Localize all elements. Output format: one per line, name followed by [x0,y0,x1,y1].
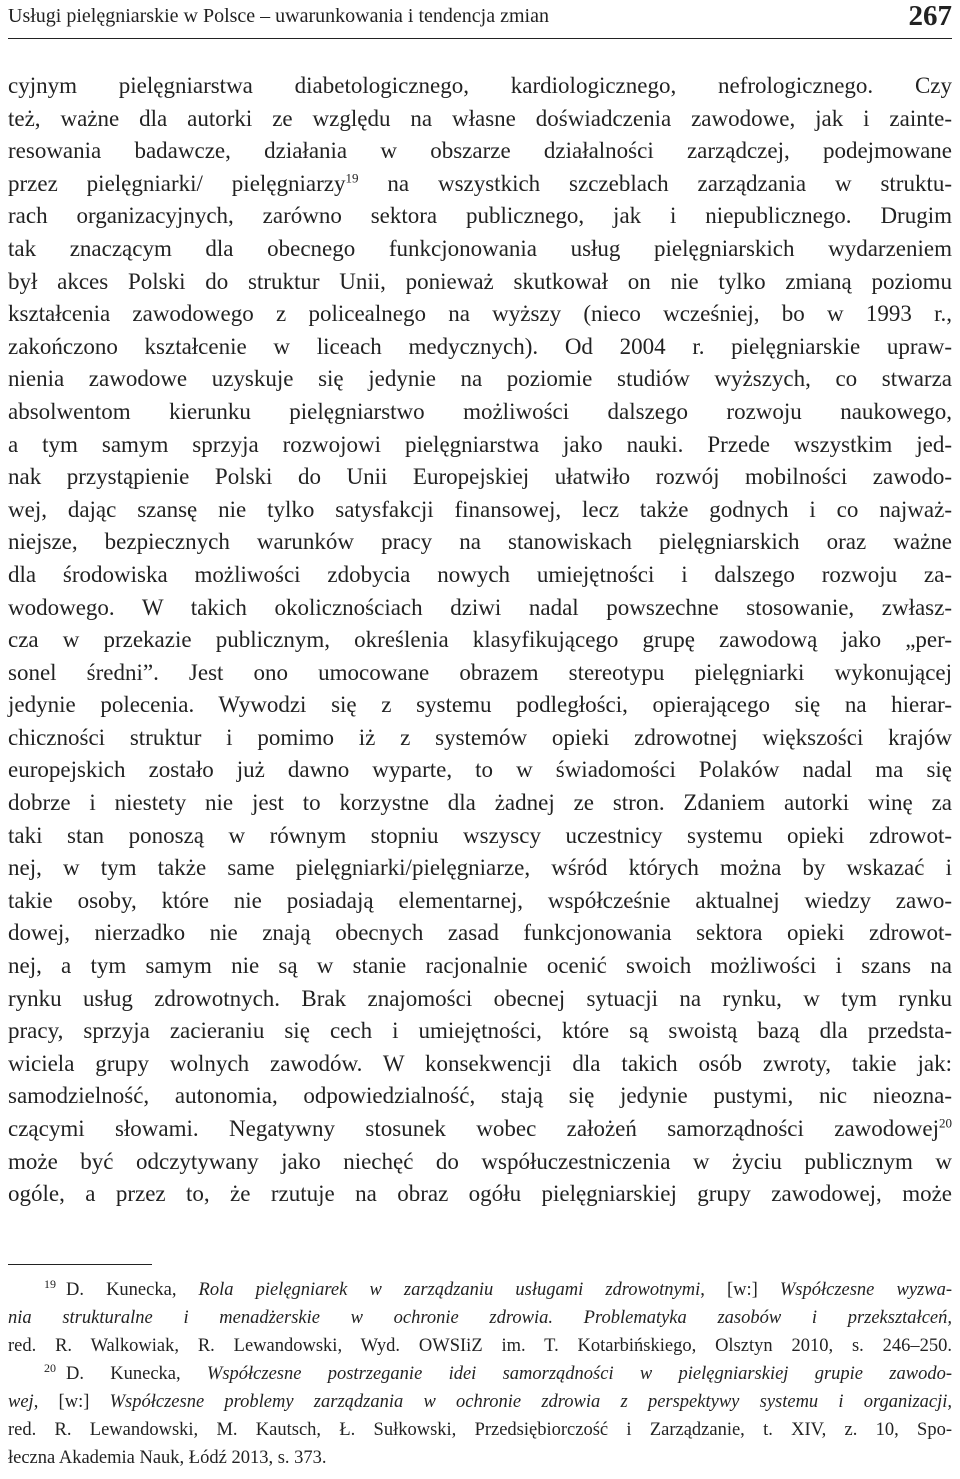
text-line: ogóle, a przez to, że rzutuje na obraz ogółu pielęgniarskiej grupy zawodowej, może [8,1181,952,1207]
text-line: zakończono kształcenie w liceach medycznych). Od 2004 r. pielęgniarskie upraw- [8,333,952,359]
text-line [8,168,952,201]
text-line: chiczności struktur i pomimo iż z systemów opieki zdrowotnej większości krajów [8,724,952,750]
text-line: wej, dając szansę nie tylko satysfakcji finansowej, lecz także godnych i co najważ- [8,496,952,522]
text-line: kształcenia zawodowego z policealnego na wyższy (nieco wcześniej, bo w 1993 r., [8,301,952,327]
text-line: takie osoby, które nie posiadają elementarnej, współcześnie aktualnej wiedzy zawo- [8,887,952,913]
text-line: sonel średni”. Jest ono umocowane obrazem stereotypu pielęgniarki wykonującej [8,659,952,685]
text-line: europejskich zostało już dawno wyparte, to w świadomości Polaków nadal ma się [8,757,952,783]
text-line: cza w przekazie publicznym, określenia klasyfikującego grupę zawodową jako „per- [8,627,952,653]
footnote-text: , [w:] [700,1280,780,1300]
footnote-line [8,1360,952,1388]
text-line: rynku usług zdrowotnych. Brak znajomości obecnej sytuacji na rynku, w tym rynku [8,985,952,1011]
text-line: resowania badawcze, działania w obszarze działalności zarządczej, podejmowane [8,138,952,164]
footnote-line [8,1388,952,1416]
footnote-number: 19 [44,1276,56,1291]
footnote-line [8,1304,952,1332]
text-line: dla środowiska możliwości zdobycia nowych umiejętności i dalszego rozwoju za- [8,561,952,587]
text-line: cyjnym pielęgniarstwa diabetologicznego, kardiologicznego, nefrologicznego. Czy [8,73,952,98]
footnote-line: red. R. Lewandowski, M. Kautsch, Ł. Sułkowski, Przedsiębiorczość i Zarządzanie, t. XIV, z. 10, Spo- [8,1420,952,1440]
text-line: pracy, sprzyja zacieraniu się cech i umiejętności, które są swoistą bazą dla przedsta- [8,1018,952,1044]
text-line: jedynie polecenia. Wywodzi się z systemu podległości, opierającego się na hierar- [8,692,952,718]
text-line [8,1113,952,1146]
text-line: dobrze i niestety nie jest to korzystne dla żadnej ze stron. Zdaniem autorki winę za [8,790,952,816]
running-header [8,0,952,39]
text-line: dowej, nierzadko nie znają obecnych zasad funkcjonowania sektora opieki zdrowot- [8,920,952,946]
text-line: też, ważne dla autorki ze względu na własne doświadczenia zawodowe, jak i zainte- [8,105,952,131]
footnote-text: D. Kunecka, [66,1280,199,1300]
running-title: Usługi pielęgniarskie w Polsce – uwarunkowania i tendencja zmian [8,5,549,27]
footnote-ref-20[interactable]: 20 [939,1115,952,1131]
text-segment: przez pielęgniarki/ pielęgniarzy [8,170,346,196]
text-line: wodowego. W takich okolicznościach dziwi nadal powszechne stosowanie, zwłasz- [8,594,952,620]
footnote-ref-19[interactable]: 19 [345,170,359,186]
footnote-source-title: Współczesne wyzwa- [779,1280,952,1300]
footnote-text: , [w:] [33,1392,110,1412]
footnote-20 [8,1360,952,1472]
text-line: nej, a tym samym nie są w stanie racjonalnie ocenić swoich możliwości i szans na [8,953,952,979]
text-line: rach organizacyjnych, zarówno sektora publicznego, jak i niepublicznego. Drugim [8,203,952,229]
body-paragraph [8,70,952,1211]
text-line: może być odczytywany jako niechęć do współuczestniczenia w życiu publicznym w [8,1148,952,1174]
footnote-number: 20 [44,1360,56,1375]
text-line: nej, w tym także same pielęgniarki/pielęgniarze, wśród których można by wskazać i [8,855,952,881]
footnote-title: Rola pielęgniarek w zarządzaniu usługami zdrowotnymi [198,1280,701,1300]
footnote-19 [8,1276,952,1360]
footnotes [8,1276,952,1472]
footnote-text: D. Kunecka, [66,1364,207,1384]
text-line: samodzielność, autonomia, odpowiedzialność, stają się jedynie pustymi, nic nieozna- [8,1083,952,1109]
text-line: absolwentom kierunku pielęgniarstwo możliwości dalszego rozwoju naukowego, [8,398,952,424]
text-line: nienia zawodowe uzyskuje się jedynie na poziomie studiów wyższych, co stwarza [8,366,952,392]
text-line: wiciela grupy wolnych zawodów. W konsekwencji dla takich osób zwroty, takie jak: [8,1050,952,1076]
text-segment: czącymi słowami. Negatywny stosunek wobec założeń samorządności zawodowej [8,1116,939,1141]
footnote-line: łeczna Akademia Nauk, Łódź 2013, s. 373. [8,1448,327,1468]
footnote-source-title: nia strukturalne i menadżerskie w ochronie zdrowia. Problematyka zasobów i przekształceń, [8,1308,952,1328]
text-line: tak znaczącym dla obecnego funkcjonowania usług pielęgniarskich wydarzeniem [8,235,952,261]
footnote-line [8,1276,952,1304]
footnote-line: red. R. Walkowiak, R. Lewandowski, Wyd. OWSIiZ im. T. Kotarbińskiego, Olsztyn 2010, s. 246–250. [8,1336,952,1356]
text-line: niejsze, bezpiecznych warunków pracy na stanowiskach pielęgniarskich oraz ważne [8,529,952,555]
text-segment: na wszystkich szczeblach zarządzania w struktu- [387,170,952,196]
footnote-title: Współczesne postrzeganie idei samorządności w pielęgniarskiej grupie zawodo- [206,1364,952,1384]
footnote-divider [8,1264,152,1265]
footnote-source-title: Współczesne problemy zarządzania w ochronie zdrowia z perspektywy systemu i organizacji, [109,1392,953,1412]
text-line: taki stan ponoszą w równym stopniu wszyscy uczestnicy systemu opieki zdrowot- [8,822,952,848]
text-line: nak przystąpienie Polski do Unii Europejskiej ułatwiło rozwój mobilności zawodo- [8,464,952,490]
text-line: był akces Polski do struktur Unii, ponieważ skutkował on nie tylko zmianą poziomu [8,268,952,294]
page-number: 267 [908,0,952,32]
text-line: a tym samym sprzyja rozwojowi pielęgniarstwa jako nauki. Przede wszystkim jed- [8,431,952,457]
footnote-title: wej [8,1392,34,1412]
